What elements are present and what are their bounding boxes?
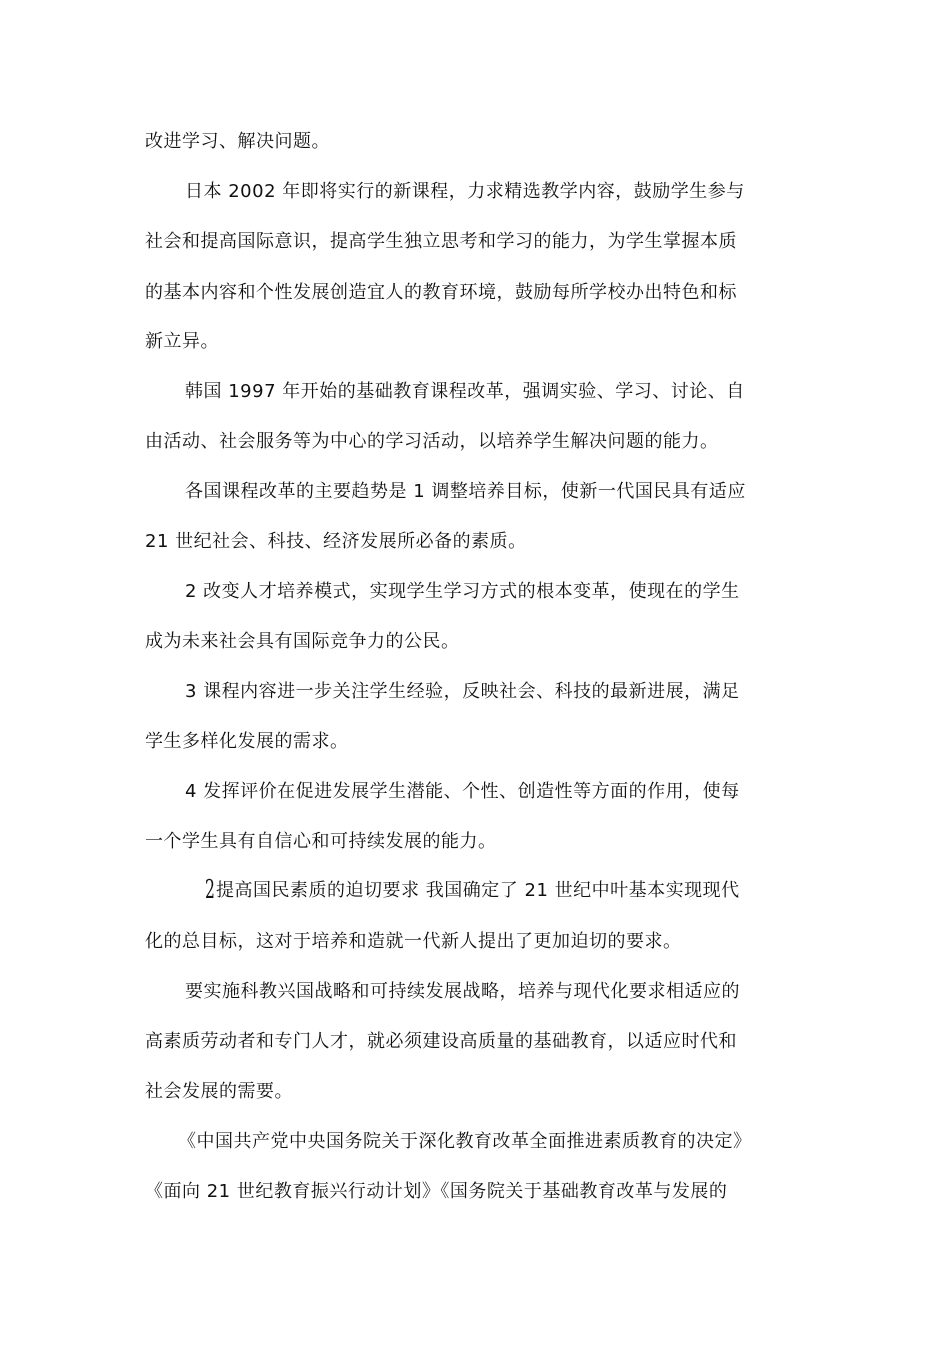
text-line: 2 改变人才培养模式，实现学生学习方式的根本变革，使现在的学生 xyxy=(185,581,740,602)
text-line: 韩国 1997 年开始的基础教育课程改革，强调实验、学习、讨论、自 xyxy=(185,381,745,402)
text-line: 一个学生具有自信心和可持续发展的能力。 xyxy=(145,831,497,852)
text-line: 成为未来社会具有国际竞争力的公民。 xyxy=(145,631,460,652)
text-line: 新立异。 xyxy=(145,331,219,352)
text-line: 3 课程内容进一步关注学生经验，反映社会、科技的最新进展，满足 xyxy=(185,681,740,702)
text-line: 社会和提高国际意识，提高学生独立思考和学习的能力，为学生掌握本质 xyxy=(145,231,737,252)
text-line: 高素质劳动者和专门人才，就必须建设高质量的基础教育，以适应时代和 xyxy=(145,1031,737,1052)
text-line: 的基本内容和个性发展创造宜人的教育环境，鼓励每所学校办出特色和标 xyxy=(145,282,737,303)
section-heading-text: 提高国民素质的迫切要求 我国确定了 21 世纪中叶基本实现现代 xyxy=(216,880,740,901)
text-line: 《面向 21 世纪教育振兴行动计划》《国务院关于基础教育改革与发展的 xyxy=(145,1181,728,1202)
text-line: 日本 2002 年即将实行的新课程，力求精选教学内容，鼓励学生参与 xyxy=(185,181,745,202)
text-line: 学生多样化发展的需求。 xyxy=(145,731,349,752)
text-line: 由活动、社会服务等为中心的学习活动，以培养学生解决问题的能力。 xyxy=(145,431,719,452)
text-line: 21 世纪社会、科技、经济发展所必备的素质。 xyxy=(145,531,527,552)
text-line: 《中国共产党中央国务院关于深化教育改革全面推进素质教育的决定》 xyxy=(178,1131,752,1152)
text-line: 改进学习、解决问题。 xyxy=(145,131,330,152)
text-line: 化的总目标，这对于培养和造就一代新人提出了更加迫切的要求。 xyxy=(145,931,682,952)
text-line: 要实施科教兴国战略和可持续发展战略，培养与现代化要求相适应的 xyxy=(185,981,740,1002)
text-line: 各国课程改革的主要趋势是 1 调整培养目标，使新一代国民具有适应 xyxy=(185,481,746,502)
section-number: 2 xyxy=(205,875,216,905)
text-line: 社会发展的需要。 xyxy=(145,1081,293,1102)
text-line: 4 发挥评价在促进发展学生潜能、个性、创造性等方面的作用，使每 xyxy=(185,781,740,802)
section-heading-line xyxy=(205,877,740,904)
